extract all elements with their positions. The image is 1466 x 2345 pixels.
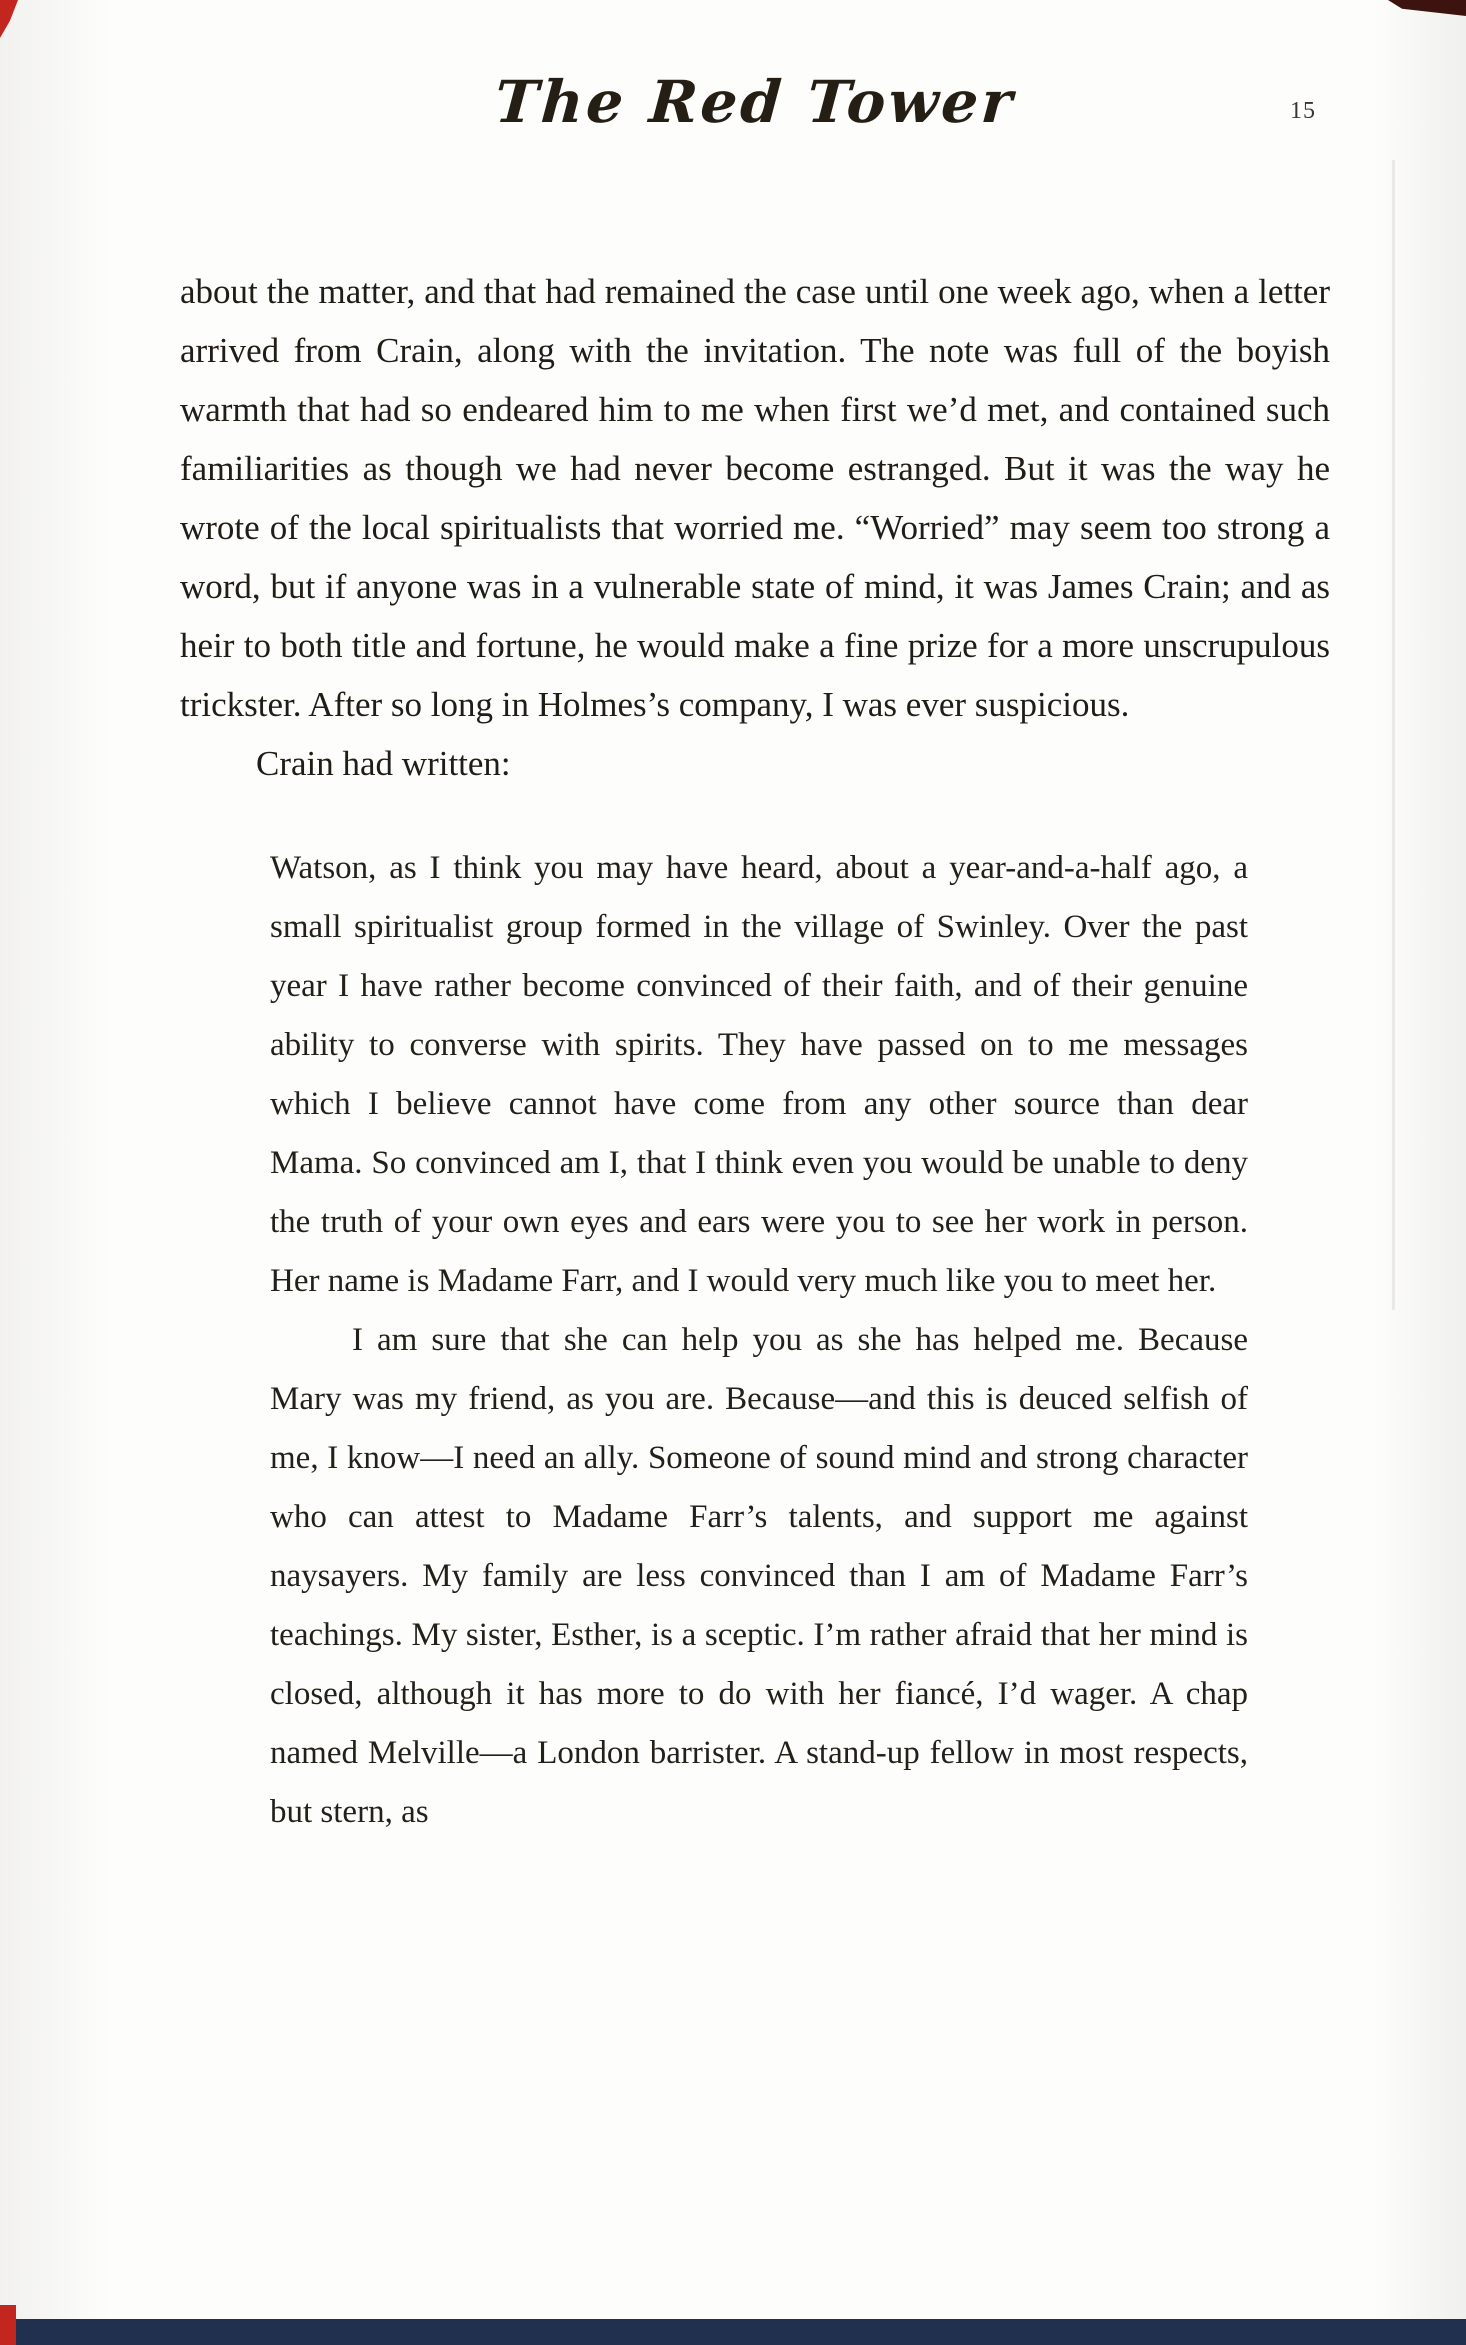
page-body [180, 262, 1330, 1842]
letter-paragraph-1: Watson, as I think you may have heard, about a year-and-a-half ago, a small spiritualist group formed in the village of Swinley. Over the past year I have rather become convinced of their faith, and of their genuine ability to converse with spirits. They have passed on to me messages which I believe cannot have come from any other source than dear Mama. So convinced am I, that I think even you would be unable to deny the truth of your own eyes and ears were you to see her work in person. Her name is Madame Farr, and I would very much like you to meet her. [270, 850, 1248, 1299]
book-title: The Red Tower [492, 68, 1018, 136]
right-edge-shade [1356, 0, 1466, 2345]
right-scan-line [1392, 160, 1395, 1310]
scan-artifact-bottom-bar [0, 2319, 1466, 2345]
letter-paragraph-2: I am sure that she can help you as she has helped me. Because Mary was my friend, as you are. Because—and this is deuced selfish of me, I know—I need an ally. Someone of sound mind and strong character who can attest to Madame Farr’s talents, and support me against naysayers. My family are less convinced than I am of Madame Farr’s teachings. My sister, Esther, is a sceptic. I’m rather afraid that her mind is closed, although it has more to do with her fiancé, I’d wager. A chap named Melville—a London barrister. A stand-up fellow in most respects, but stern, as [270, 1322, 1248, 1830]
lead-in-line: Crain had written: [256, 744, 511, 783]
page-header [180, 62, 1330, 172]
scan-artifact-top-left [0, 0, 18, 38]
scan-artifact-bottom-left [0, 2305, 16, 2345]
letter-block [270, 839, 1248, 1842]
opening-paragraph: about the matter, and that had remained the case until one week ago, when a letter arrived from Crain, along with the invitation. The note was full of the boyish warmth that had so endeared him to me when first we’d met, and contained such familiarities as though we had never become estranged. But it was the way he wrote of the local spiritualists that worried me. “Worried” may seem too strong a word, but if anyone was in a vulnerable state of mind, it was James Crain; and as heir to both title and fortune, he would make a fine prize for a more unscrupulous trickster. After so long in Holmes’s company, I was ever suspicious. [180, 272, 1330, 724]
scan-artifact-top-right [1388, 0, 1466, 16]
left-edge-shade [0, 0, 130, 2345]
page-number: 15 [1290, 98, 1316, 124]
